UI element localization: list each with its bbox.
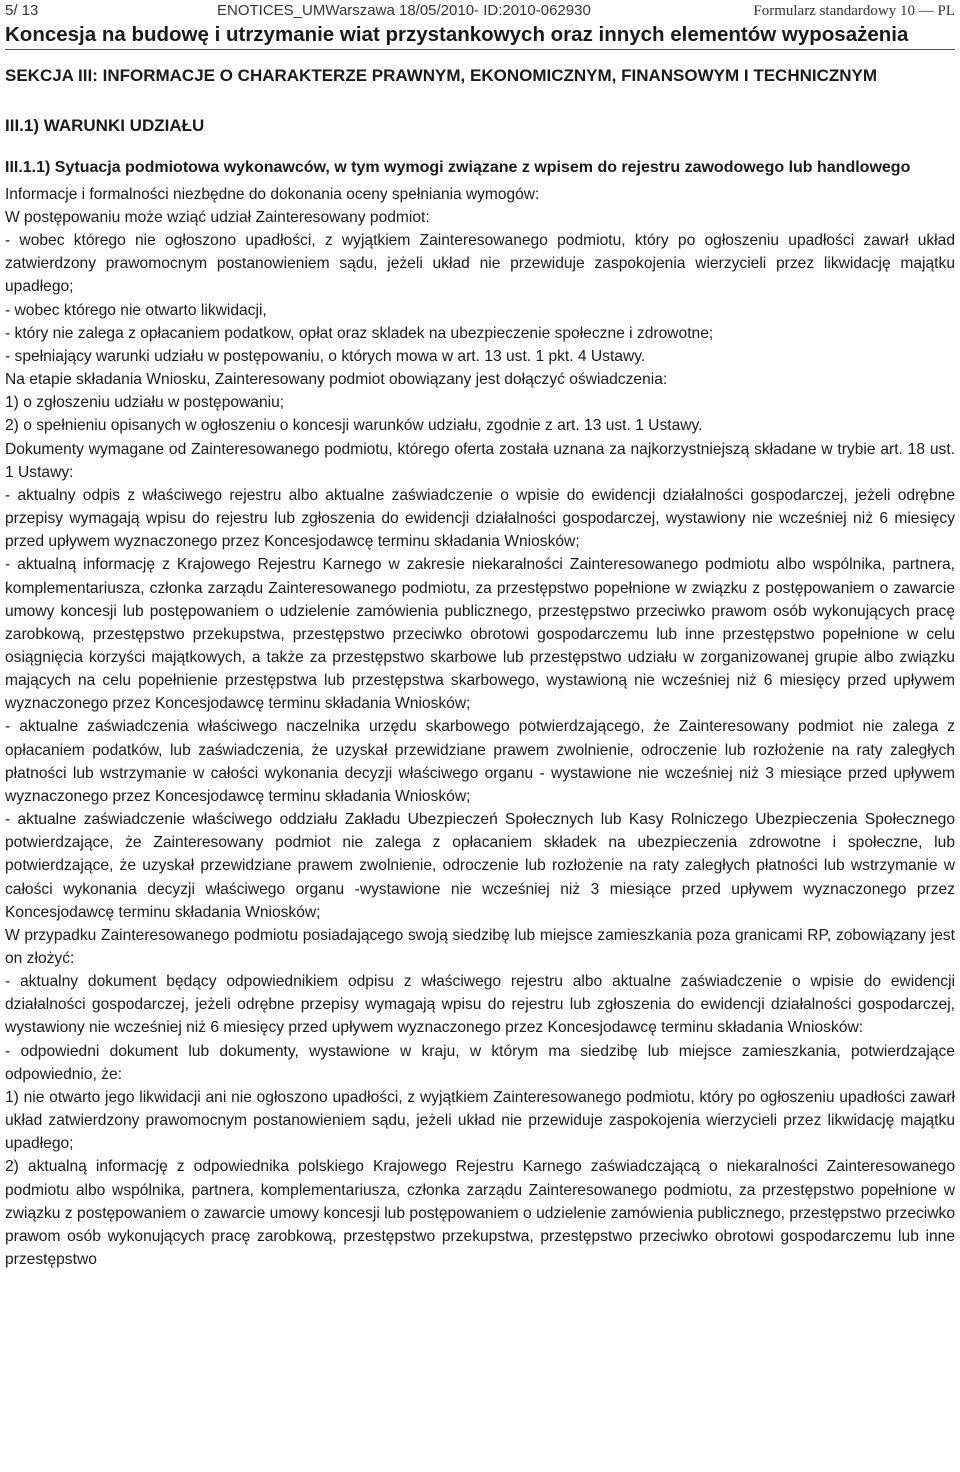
page-number: 5/ 13 bbox=[5, 2, 39, 19]
section-heading: SEKCJA III: INFORMACJE O CHARAKTERZE PRAWNYM, EKONOMICZNYM, FINANSOWYM I TECHNICZNYM bbox=[5, 66, 878, 85]
paragraph: - spełniający warunki udziału w postępowaniu, o których mowa w art. 13 ust. 1 pkt. 4 Ustawy. bbox=[5, 347, 646, 365]
paragraph: - aktualne zaświadczenia właściwego naczelnika urzędu skarbowego potwierdzającego, że Zainteresowany podmiot nie zalega z opłacaniem podatków, lub zaświadczenia, że uzyskał przewidziane prawem zwolnienie, odroczenie lub rozłożenie na raty zaległych płatności lub wstrzymanie w całości wykonania decyzji właściwego organu - wystawione nie wcześniej niż 3 miesiące przed upływem wyznaczonego przez Koncesjodawcę terminu składania Wniosków; bbox=[5, 718, 955, 805]
paragraph: W przypadku Zainteresowanego podmiotu posiadającego swoją siedzibę lub miejsce zamieszkania poza granicami RP, zobowiązany jest on złożyć: bbox=[5, 926, 955, 967]
paragraph: Na etapie składania Wniosku, Zainteresowany podmiot obowiązany jest dołączyć oświadczenia: bbox=[5, 371, 668, 389]
paragraph: - który nie zalega z opłacaniem podatkow, opłat oraz skladek na ubezpieczenie społeczne i zdrowotne; bbox=[5, 324, 714, 342]
form-name: Formularz standardowy 10 — PL bbox=[753, 3, 955, 19]
paragraph: 2) o spełnieniu opisanych w ogłoszeniu o koncesji warunków udziału, zgodnie z art. 13 ust. 1 Ustawy. bbox=[5, 417, 703, 435]
paragraph: - aktualny odpis z właściwego rejestru albo aktualne zaświadczenie o wpisie do ewidencji działalności gospodarczej, jeżeli odrębne przepisy wymagają wpisu do rejestru lub zgłoszenia do ewidencji działalności gospodarczej, wystawiony nie wcześniej niż 6 miesięcy przed upływem wyznaczonego przez Koncesjodawcę terminu składania Wniosków; bbox=[5, 486, 955, 551]
intro-text: Informacje i formalności niezbędne do dokonania oceny spełniania wymogów: bbox=[5, 185, 540, 203]
paragraph: Dokumenty wymagane od Zainteresowanego podmiotu, którego oferta została uznana za najkorzystniejszą składane w trybie art. 18 ust. 1 Ustawy: bbox=[5, 440, 955, 481]
paragraph: 1) o zgłoszeniu udziału w postępowaniu; bbox=[5, 394, 285, 412]
paragraph: 2) aktualną informację z odpowiednika polskiego Krajowego Rejestru Karnego zaświadczającą o niekaralności Zainteresowanego podmiotu albo wspólnika, partnera, komplementariusza, członka zarządu Zainteresowanego podmiotu, za przestępstwo popełnione w związku z postępowaniem o zawarcie umowy koncesji lub postępowaniem o udzielenie zamówienia publicznego, przestępstwo przeciwko prawom osób wykonujących pracę zarobkową, przestępstwo przekupstwa, przestępstwo przeciwko obrotowi gospodarczemu lub inne przestępstwo bbox=[5, 1158, 955, 1269]
body-text bbox=[5, 206, 955, 1271]
document-title: Koncesja na budowę i utrzymanie wiat przystankowych oraz innych elementów wyposażenia bbox=[5, 22, 955, 50]
paragraph: 1) nie otwarto jego likwidacji ani nie ogłoszono upadłości, z wyjątkiem Zainteresowanego podmiotu, który po ogłoszeniu upadłości zawarł układ zatwierdzony prawomocnym postanowieniem sądu, jeżeli układ nie przewiduje zaspokojenia wierzycieli przez likwidację majątku upadłego; bbox=[5, 1088, 955, 1153]
document-id: ENOTICES_UMWarszawa 18/05/2010- ID:2010-062930 bbox=[217, 2, 591, 19]
subsection-heading: III.1) WARUNKI UDZIAŁU bbox=[5, 116, 205, 135]
paragraph: - wobec którego nie ogłoszono upadłości, z wyjątkiem Zainteresowanego podmiotu, który po ogłoszeniu upadłości zawarł układ zatwierdzony prawomocnym postanowieniem sądu, jeżeli układ nie przewiduje zaspokojenia wierzycieli przez likwidację majątku upadłego; bbox=[5, 232, 955, 296]
paragraph: - aktualny dokument będący odpowiednikiem odpisu z właściwego rejestru albo aktualne zaświadczenie o wpisie do ewidencji działalności gospodarczej, jeżeli odrębne przepisy wymagają wpisu do rejestru lub zgłoszenia do ewidencji działalności gospodarczej, wystawiony nie wcześniej niż 6 miesięcy przed upływem wyznaczonego przez Koncesjodawcę terminu składania Wniosków: bbox=[5, 973, 955, 1037]
paragraph: - wobec którego nie otwarto likwidacji, bbox=[5, 301, 267, 319]
page-header-bar bbox=[5, 2, 955, 22]
subsubsection-heading: III.1.1) Sytuacja podmiotowa wykonawców, w tym wymogi związane z wpisem do rejestru zawodowego lub handlowego bbox=[5, 159, 911, 176]
paragraph: - aktualne zaświadczenie właściwego oddziału Zakładu Ubezpieczeń Społecznych lub Kasy Rolniczego Ubezpieczenia Społecznego potwierdzające, że Zainteresowany podmiot nie zalega z opłacaniem składek na ubezpieczenia zdrowotne i społeczne, lub potwierdzające, że uzyskał przewidziane prawem zwolnienie, odroczenie lub rozłożenie na raty zaległych płatności lub wstrzymanie w całości wykonania decyzji właściwego organu -wystawione nie wcześniej niż 3 miesiące przed upływem wyznaczonego przez Koncesjodawcę terminu składania Wniosków; bbox=[5, 811, 955, 921]
paragraph: - aktualną informację z Krajowego Rejestru Karnego w zakresie niekaralności Zainteresowanego podmiotu albo wspólnika, partnera, komplementariusza, członka zarządu Zainteresowanego podmiotu, za przestępstwo popełnione w związku z postępowaniem o zawarcie umowy koncesji lub postępowaniem o udzielenie zamówienia publicznego, przestępstwo przeciwko prawom osób wykonujących pracę zarobkową, przestępstwo przekupstwa, przestępstwo przeciwko obrotowi gospodarczemu lub inne przestępstwo popełnione w celu osiągnięcia korzyści majątkowych, a także za przestępstwo skarbowe lub przestępstwo udziału w zorganizowanej grupie albo związku mających na celu popełnienie przestępstwa lub przestępstwa skarbowego, wystawioną nie wcześniej niż 6 miesięcy przed upływem wyznaczonego przez Koncesjodawcę terminu składania Wniosków; bbox=[5, 556, 955, 713]
paragraph: W postępowaniu może wziąć udział Zainteresowany podmiot: bbox=[5, 209, 430, 226]
paragraph: - odpowiedni dokument lub dokumenty, wystawione w kraju, w którym ma siedzibę lub miejsce zamieszkania, potwierdzające odpowiednio, że: bbox=[5, 1042, 955, 1083]
document-page bbox=[5, 0, 955, 1271]
